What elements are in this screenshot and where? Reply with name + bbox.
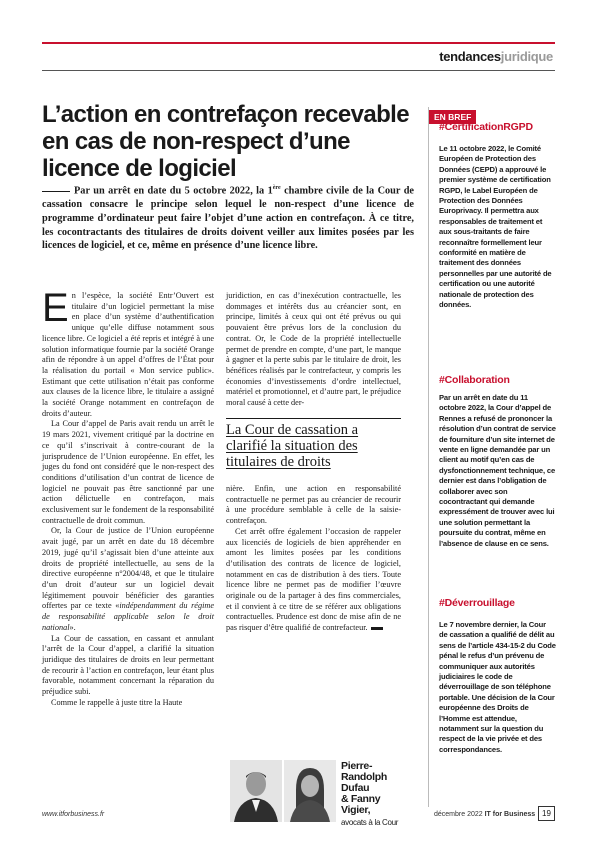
author-credits: [341, 761, 401, 827]
footer-issue: [434, 811, 535, 818]
portrait-woman-image: [284, 760, 336, 822]
lead-superscript: ère: [272, 185, 281, 191]
article-column-2-bottom: [226, 484, 401, 634]
section-rubric: [439, 49, 553, 64]
sidebar-text-3: Le 7 novembre dernier, la Cour de cassation a qualifié de délit au sens de l’article 434-15-2 du Code pénal le refus d’un prévenu de communiquer aux autorités judiciaires le code de déverrouillage de son téléphone portable. Une décision de la Cour européenne des Droits de l’Homme est attendue, notamment sur la question du respect de la vie privée et des correspondances.: [439, 620, 556, 754]
page-number: 19: [538, 806, 555, 821]
author-photo-2: [284, 760, 336, 822]
paragraph-text: Or, la Cour de justice de l’Union européenne avait jugé, par un arrêt en date du 18 décembre 2019, jugé qu’il s’agissait bien d’une atteinte aux droits de propriété intellectuelle, au sens de la directive européenne n°2004/48, et que le titulaire d’un droit d’auteur sur un logiciel devait légitimement pouvoir bénéficier des garanties offertes par ce texte «: [42, 526, 214, 611]
author-photo-1: [230, 760, 282, 822]
footer-date: décembre 2022: [434, 811, 483, 818]
paragraph: Comme le rappelle à juste titre la Haute: [51, 697, 183, 707]
portrait-man-image: [230, 760, 282, 822]
pull-quote: [226, 418, 401, 470]
paragraph: [42, 286, 214, 419]
pull-quote-text: La Cour de cassation a clarifié la situation des titulaires de droits: [226, 422, 359, 470]
paragraph: [226, 527, 401, 634]
rubric-sub: juridique: [500, 49, 553, 64]
paragraph-text: n l’espèce, la société Entr’Ouvert est titulaire d’un logiciel permettant la mise en place d’un système d’authentification unique qu’elle diffuse notamment sous licence libre. Ce logiciel a été repris et intégré à une solution informatique fournie par la société Orange afin de répondre à un appel d’offres de l’État pour la réalisation du portail « Mon service public». Estimant que cette utilisation n’était pas conforme aux clauses de la licence libre, le titulaire a assigné la société Orange notamment en contrefaçon de droits d’auteur.: [42, 291, 214, 418]
article-title: L’action en contrefaçon recevable en cas de non-respect d’une licence de logiciel: [42, 101, 410, 182]
header-rule: [42, 70, 555, 71]
article-column-2-top: [226, 291, 401, 409]
paragraph-text: ».: [69, 622, 76, 632]
footer-url[interactable]: www.itforbusiness.fr: [42, 811, 105, 818]
en-bref-badge: EN BREF: [429, 110, 476, 124]
rubric-main: tendances: [439, 49, 501, 64]
header-accent-rule: [42, 42, 555, 44]
paragraph-text: Cet arrêt offre également l’occasion de rappeler aux licenciés de logiciels de bien appréhender en amont les limites posées par les conditions d’utilisation des contrats de licence de logiciel, notamment en cas de distribution à des tiers. Toute licence libre ne permet pas de modifier l’œuvre originale ou de la partager à des fins commerciales, et il convient à ce titre de se référer aux obligations contractuelles. Prudence est donc de mise afin de ne pas risquer d’être qualifié de contrefacteur.: [226, 526, 401, 633]
paragraph: La Cour d’appel de Paris avait rendu un arrêt le 19 mars 2021, vivement critiqué par la doctrine en ce qu’il s’inscrivait à contre-courant de la jurisprudence de l’Union européenne. En effet, les juges du fond ont considéré que le non-respect des conditions d’utilisation d’un contrat de licence de logiciel ne pouvait pas être sanctionné par une action délictuelle en contrefaçon, mais exclusivement sur le fondement de la responsabilité contractuelle de droit commun.: [42, 419, 214, 525]
sidebar-tag-3: #Déverrouillage: [439, 597, 515, 609]
sidebar-text-2: Par un arrêt en date du 11 octobre 2022, la Cour d’appel de Rennes a refusé de prononcer la résolution d’un contrat de service de fourniture d’un site internet de vente en ligne demandée par un client au motif qu’en cas de dysfonctionnement technique, ce dernier est dans l’obligation de collaborer avec son cocontractant qui demande expressément de trouver avec lui une solution permettant la poursuite du contrat, même en l’absence de clause en ce sens.: [439, 393, 556, 548]
dropcap: E: [42, 286, 69, 330]
sidebar-tag-2: #Collaboration: [439, 374, 510, 386]
paragraph: La Cour de cassation, en cassant et annulant l’arrêt de la Cour d’appel, a clarifié la situation juridique des titulaires de droits en leur permettant de recourir à l’action en contrefaçon, leur étant plus favorable, notamment concernant la réparation du préjudice subi.: [42, 633, 214, 697]
paragraph: juridiction, en cas d’inexécution contractuelle, les dommages et intérêts dus au créancier sont, en principe, limités à ceux qui ont été prévus ou qui pouvaient être prévus lors de la conclusion du contrat. Or, le Code de la propriété intellectuelle permet de prendre en compte, d’une part, le manque à gagner et la perte subis par le titulaire de droit, les bénéfices réalisés par le contrefacteur, y compris les économies d’investissements d’ordre intellectuel, matériel et promotionnel, et d’autre part, le préjudice moral causé à cette der-: [226, 291, 401, 408]
article-column-1: [42, 286, 214, 708]
paragraph: nière. Enfin, une action en responsabilité contractuelle ne permet pas au créancier de recourir à une procédure semblable à celle de la saisie-contrefaçon.: [226, 484, 401, 526]
article-lead: [42, 182, 414, 253]
end-mark: [371, 627, 383, 630]
italic-quote: indépendamment du régime de responsabilité applicable selon le droit national: [42, 601, 214, 632]
author-name-1: Pierre-Randolph Dufau: [341, 760, 388, 794]
footer-brand: IT for Business: [484, 811, 536, 818]
author-ampersand: &: [341, 793, 351, 805]
lead-part-1: Par un arrêt en date du 5 octobre 2022, la 1: [74, 185, 273, 197]
lead-part-2: chambre civile de la Cour de cassation consacre le principe selon lequel le non-respect d’une licence de programme d’ordinateur peut faire l’objet d’une action en contrefaçon. À ce titre, les cocontractants des titulaires de droits doivent veiller aux limites posées par les licences de logiciel, et ce, même en présence d’une licence libre.: [42, 185, 414, 252]
lead-dash: [42, 191, 70, 192]
paragraph: [42, 526, 214, 633]
sidebar-tag-1: #CertificationRGPD: [439, 121, 533, 133]
sidebar-text-1: Le 11 octobre 2022, le Comité Européen de Protection des Données (CEPD) a approuvé le premier système de certification RGPD, le Label Européen de Protection des Données Europrivacy. Il permettra aux responsables de traitement et aux sous-traitants de faire reconnaître formellement leur conformité en matière de traitement des données personnelles par une autorité de certification ou une autorité nationale de protection des données.: [439, 144, 552, 310]
en-bref-sidebar: [428, 107, 555, 807]
author-role: avocats à la Cour: [341, 818, 399, 827]
author-name-2: Fanny Vigier,: [341, 793, 381, 816]
